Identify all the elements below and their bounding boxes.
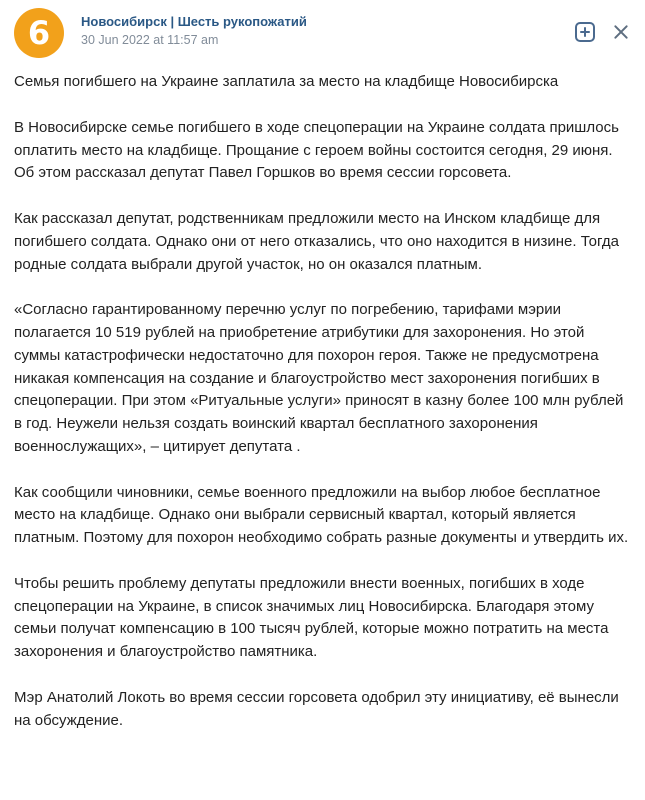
- post-paragraph: Как сообщили чиновники, семье военного предложили на выбор любое бесплатное место на кладбище. Однако они выбрали сервисный квартал, который является платным. Поэтому для похорон необходимо собрать разные документы и утвердить их.: [14, 483, 629, 547]
- post-paragraph: В Новосибирске семье погибшего в ходе спецоперации на Украине солдата пришлось оплатить место на кладбище. Прощание с героем войны состоится сегодня, 29 июня. Об этом рассказал депутат Павел Горшков во время сессии горсовета.: [14, 118, 619, 182]
- post-text: [14, 71, 634, 732]
- community-name-link[interactable]: Новосибирск | Шесть рукопожатий: [81, 14, 307, 29]
- close-x-icon[interactable]: [611, 22, 631, 42]
- post-paragraph: Мэр Анатолий Локоть во время сессии горсовета одобрил эту инициативу, её вынесли на обсуждение.: [14, 688, 619, 729]
- post-date[interactable]: 30 Jun 2022 at 11:57 am: [81, 33, 219, 47]
- post-header: [14, 8, 631, 58]
- post-paragraph: Как рассказал депутат, родственникам предложили место на Инском кладбище для погибшего солдата. Однако они от него отказались, что оно находится в низине. Тогда родные солдата выбрали другой участок, но он оказался платным.: [14, 209, 619, 273]
- avatar-glyph: 6: [27, 14, 51, 52]
- add-square-icon[interactable]: [575, 22, 595, 42]
- post-paragraph: Чтобы решить проблему депутаты предложили внести военных, погибших в ходе спецоперации на Украине, в список значимых лиц Новосибирска. Благодаря этому семьи получат компенсацию в 100 тысяч рублей, которые можно потратить на места захоронения и благоустройство памятника.: [14, 574, 609, 661]
- post-title: Семья погибшего на Украине заплатила за место на кладбище Новосибирска: [14, 73, 559, 90]
- community-avatar[interactable]: [14, 8, 64, 58]
- post-paragraph-quote: «Согласно гарантированному перечню услуг по погребению, тарифами мэрии полагается 10 519 рублей на приобретение атрибутики для захоронения. Но этой суммы катастрофически недостаточно для похорон героя. Также не предусмотрена никакая компенсация на создание и благоустройство мест захоронения погибших в спецоперации. При этом «Ритуальные услуги» приносят в казну более 100 млн рублей в год. Неужели нельзя создать воинский квартал бесплатного захоронения военнослужащих», – цитирует депутата .: [14, 301, 624, 455]
